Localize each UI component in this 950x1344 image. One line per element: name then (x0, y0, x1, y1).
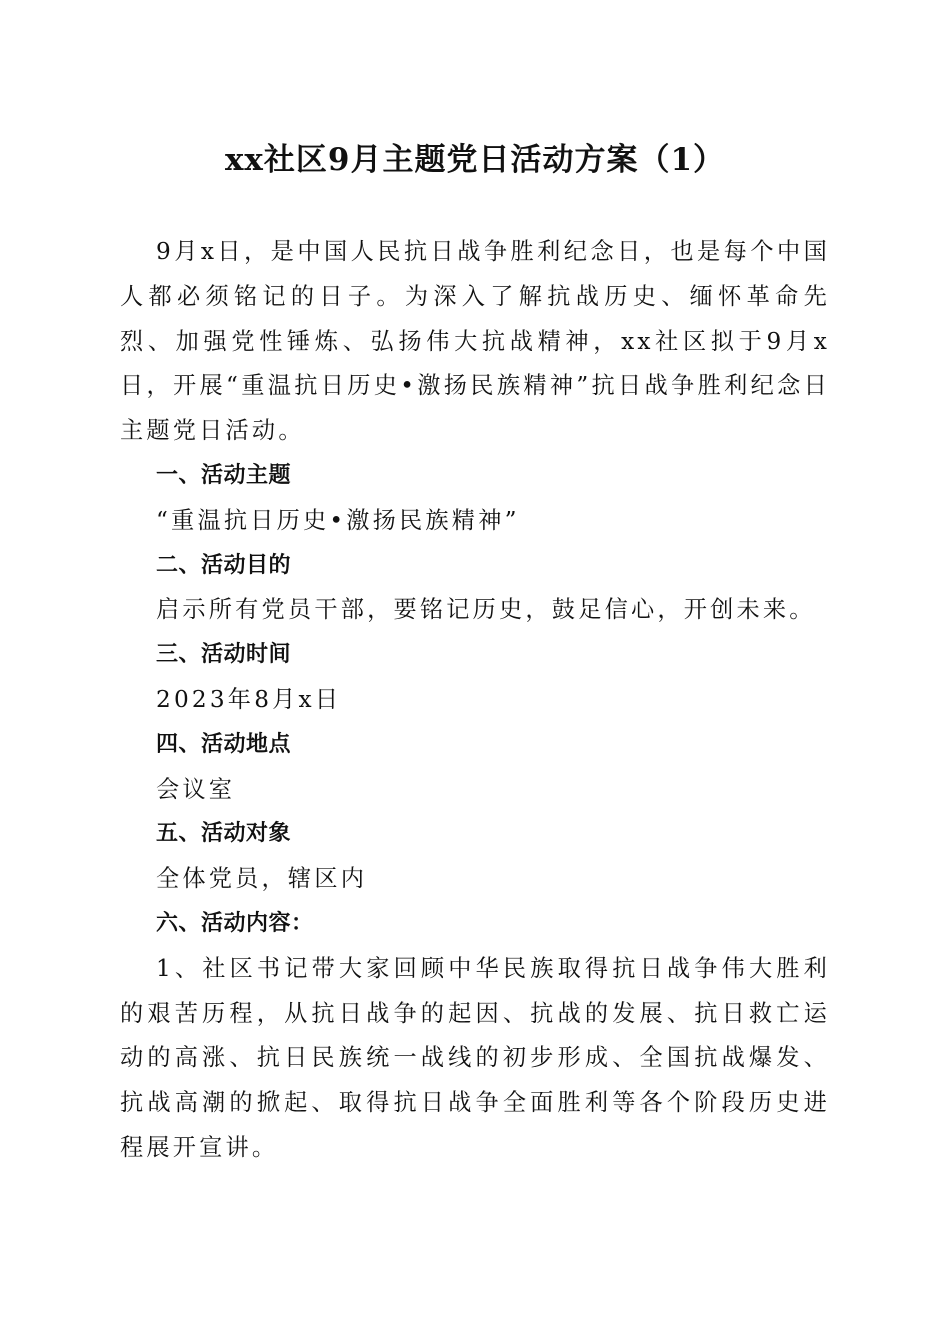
intro-paragraph: 9月x日，是中国人民抗日战争胜利纪念日，也是每个中国人都必须铭记的日子。为深入了解抗战历史、缅怀革命先烈、加强党性锤炼、弘扬伟大抗战精神，xx社区拟于9月x日，开展“重温抗日历史•激扬民族精神”抗日战争胜利纪念日主题党日活动。 (120, 238, 830, 445)
section-heading-time: 三、活动时间 (156, 642, 292, 668)
section-content-location: 会议室 (156, 775, 236, 803)
document-body (120, 230, 830, 1171)
section-heading-purpose: 二、活动目的 (156, 552, 292, 578)
document-title: xx社区9月主题党日活动方案（1） (224, 142, 726, 178)
section-heading-theme: 一、活动主题 (156, 462, 292, 488)
section-content-participants: 全体党员，辖区内 (156, 865, 368, 893)
section-heading-participants: 五、活动对象 (156, 821, 292, 847)
section-heading-location: 四、活动地点 (156, 731, 292, 757)
section-content-time: 2023年8月x日 (156, 685, 342, 713)
section-content-purpose: 启示所有党员干部，要铭记历史，鼓足信心，开创未来。 (156, 596, 816, 624)
section-content-activities: 1、社区书记带大家回顾中华民族取得抗日战争伟大胜利的艰苦历程，从抗日战争的起因、抗战的发展、抗日救亡运动的高涨、抗日民族统一战线的初步形成、全国抗战爆发、抗战高潮的掀起、取得抗日战争全面胜利等各个阶段历史进程展开宣讲。 (120, 954, 830, 1161)
section-content-theme: “重温抗日历史•激扬民族精神” (156, 506, 520, 534)
section-heading-content: 六、活动内容： (156, 910, 314, 936)
